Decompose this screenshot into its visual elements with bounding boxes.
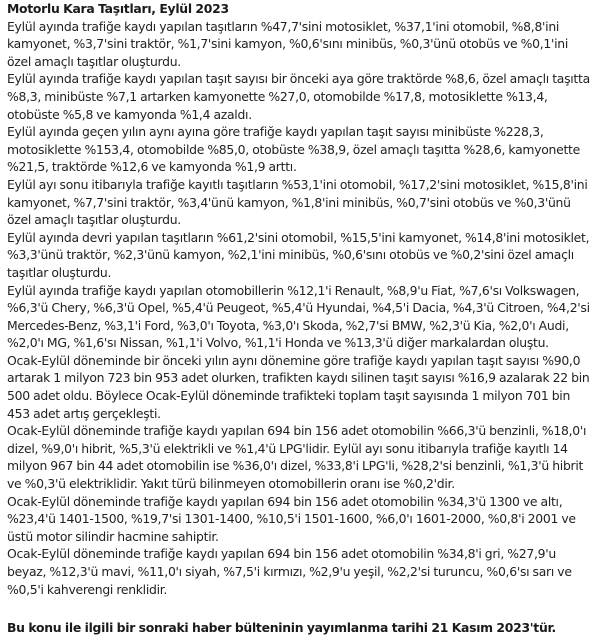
bulletin-title: Motorlu Kara Taşıtları, Eylül 2023 [7,1,229,16]
paragraph-monthly-change: Eylül ayında trafiğe kaydı yapılan taşıt sayısı bir önceki aya göre traktörde %8,6, özel amaçlı taşıtta %8,3, minibüste %7,1 artarken kamyonette %27,0, otomobilde %17,8, motosiklette %13,4, otobüste %5,8 ve kamyonda %1,4 azaldı. [7,71,590,122]
paragraph-fuel-type: Ocak-Eylül döneminde trafiğe kaydı yapılan 694 bin 156 adet otomobilin %66,3'ü benzinli, %18,0'ı dizel, %9,0'ı hibrit, %5,3'ü elektrikli ve %1,4'ü LPG'lidir. Eylül ayı sonu itibarıyla trafiğe kayıtlı 14 milyon 967 bin 44 adet otomobilin ise %36,0'ı dizel, %33,8'i LPG'li, %28,2'si benzinli, %1,3'ü hibrit ve %0,3'ü elektriklidir. Yakıt türü bilinmeyen otomobillerin oranı ise %0,2'dir. [7,423,587,492]
paragraph-registered-vehicle-share: Eylül ayında trafiğe kaydı yapılan taşıtların %47,7'sini motosiklet, %37,1'ini otomobil, %8,8'ini kamyonet, %3,7'sini traktör, %1,7'sini kamyon, %0,6'sını minibüs, %0,3'ünü otobüs ve %0,1'ini özel amaçlı taşıtlar oluşturdu. [7,18,569,69]
paragraph-yearly-change: Eylül ayında geçen yılın aynı ayına göre trafiğe kaydı yapılan taşıt sayısı minibüste %228,3, motosiklette %153,4, otomobilde %85,0, otobüste %38,9, özel amaçlı taşıtta %28,6, kamyonette %21,5, traktörde %12,6 ve kamyonda %1,9 arttı. [7,124,580,175]
paragraph-registered-stock-share: Eylül ayı sonu itibarıyla trafiğe kayıtlı taşıtların %53,1'ini otomobil, %17,2'sini motosiklet, %15,8'ini kamyonet, %7,7'sini traktör, %3,4'ünü kamyon, %1,8'ini minibüs, %0,7'sini otobüs ve %0,3'ünü özel amaçlı taşıtlar oluşturdu. [7,176,588,228]
paragraph-transferred-vehicle-share: Eylül ayında devri yapılan taşıtların %61,2'sini otomobil, %15,5'ini kamyonet, %14,8'ini motosiklet, %3,3'ünü traktör, %2,3'ünü kamyon, %2,1'ini minibüs, %0,6'sını otobüs ve %0,2'sini özel amaçlı taşıtlar oluşturdu. [7,229,590,280]
paragraph-car-brand-share: Eylül ayında trafiğe kaydı yapılan otomobillerin %12,1'i Renault, %8,9'u Fiat, %7,6'sı Volkswagen, %6,3'ü Chery, %6,3'ü Opel, %5,4'ü Peugeot, %5,4'ü Hyundai, %4,5'i Dacia, %4,3'ü Citroen, %4,2'si Mercedes-Benz, %3,1'i Ford, %3,0'ı Toyota, %3,0'ı Skoda, %2,7'si BMW, %2,3'ü Kia, %2,0'ı Audi, %2,0'ı MG, %1,6'sı Nissan, %1,1'i Volvo, %1,1'i Honda ve %13,3'ü diğer markalardan oluştu. [7,282,590,351]
paragraph-engine-volume: Ocak-Eylül döneminde trafiğe kaydı yapılan 694 bin 156 adet otomobilin %34,3'ü 1300 ve altı, %23,4'ü 1401-1500, %19,7'si 1301-1400, %10,5'i 1501-1600, %6,0'ı 1601-2000, %0,8'i 2001 ve üstü motor silindir hacmine sahiptir. [7,493,576,544]
paragraph-car-color: Ocak-Eylül döneminde trafiğe kaydı yapılan 694 bin 156 adet otomobilin %34,8'i gri, %27,9'u beyaz, %12,3'ü mavi, %11,0'ı siyah, %7,5'i kırmızı, %2,9'u yeşil, %2,2'si turuncu, %0,6'sı sarı ve %0,5'i kahverengi renklidir. [7,546,572,597]
next-bulletin-note: Bu konu ile ilgili bir sonraki haber bülteninin yayımlanma tarihi 21 Kasım 2023'tür. [7,620,556,636]
paragraph-jan-sep-totals: Ocak-Eylül döneminde bir önceki yılın aynı dönemine göre trafiğe kaydı yapılan taşıt sayısı %90,0 artarak 1 milyon 723 bin 953 adet olurken, trafikten kaydı silinen taşıt sayısı %16,9 azalarak 22 bin 500 adet oldu. Böylece Ocak-Eylül döneminde trafikteki toplam taşıt sayısında 1 milyon 701 bin 453 adet artış gerçekleşti. [7,352,590,421]
